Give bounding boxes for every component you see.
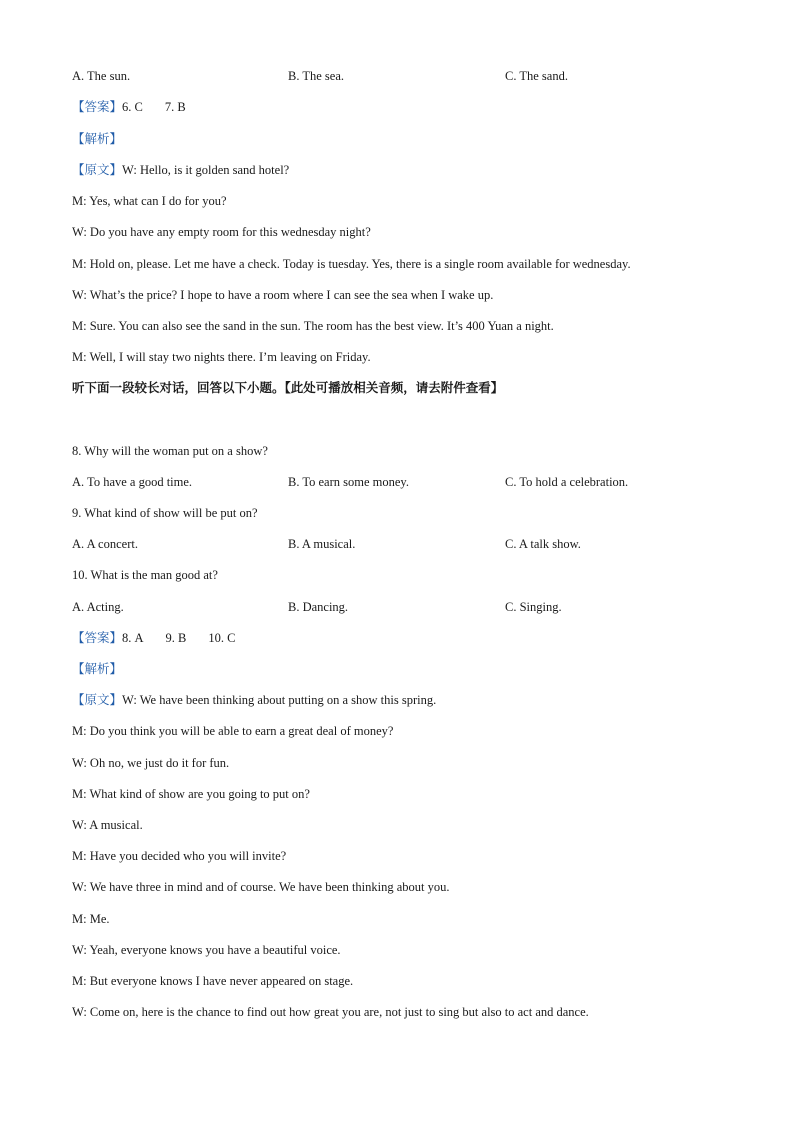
- transcript-text: W: We have been thinking about putting on a show this spring.: [122, 693, 437, 707]
- transcript-line: [72, 162, 289, 178]
- section-instruction: 听下面一段较长对话，回答以下小题。【此处可播放相关音频，请去附件查看】: [72, 380, 504, 395]
- option-c: C. To hold a celebration.: [505, 475, 629, 489]
- answer-item: 6. C: [122, 100, 143, 114]
- answer-item: 7. B: [164, 100, 186, 114]
- analysis-label: 【解析】: [72, 661, 123, 676]
- transcript-line: M: Me.: [72, 912, 110, 926]
- answer-label: 【答案】: [72, 99, 123, 114]
- option-a: A. To have a good time.: [72, 475, 193, 489]
- q7-option-b: B. The sea.: [288, 69, 345, 83]
- transcript-line: M: What kind of show are you going to put on?: [72, 787, 310, 801]
- q7-options: [72, 68, 752, 84]
- transcript-line: M: Do you think you will be able to earn a great deal of money?: [72, 724, 394, 738]
- answer-label: 【答案】: [72, 630, 123, 645]
- transcript-line: M: But everyone knows I have never appeared on stage.: [72, 974, 354, 988]
- answer-item: 10. C: [208, 631, 236, 645]
- option-b: B. Dancing.: [288, 600, 349, 614]
- transcript-line: W: We have three in mind and of course. We have been thinking about you.: [72, 880, 450, 894]
- transcript-line: W: A musical.: [72, 818, 143, 832]
- transcript-line: [72, 692, 436, 708]
- source-label: 【原文】: [72, 162, 123, 177]
- question-options: [72, 474, 752, 490]
- question-stem: 10. What is the man good at?: [72, 568, 218, 582]
- answer-line-2: [72, 630, 235, 646]
- transcript-line: W: Yeah, everyone knows you have a beautiful voice.: [72, 943, 341, 957]
- transcript-text: W: Hello, is it golden sand hotel?: [122, 163, 290, 177]
- q7-option-a: A. The sun.: [72, 69, 131, 83]
- transcript-line: W: What’s the price? I hope to have a room where I can see the sea when I wake up.: [72, 288, 494, 302]
- option-b: B. To earn some money.: [288, 475, 409, 489]
- transcript-line: M: Yes, what can I do for you?: [72, 194, 227, 208]
- option-a: A. A concert.: [72, 537, 138, 551]
- question-options: [72, 536, 752, 552]
- question-options: [72, 599, 752, 615]
- transcript-line: W: Do you have any empty room for this wednesday night?: [72, 225, 371, 239]
- answer-line-1: [72, 99, 186, 115]
- transcript-line: M: Well, I will stay two nights there. I’m leaving on Friday.: [72, 350, 371, 364]
- transcript-line: M: Sure. You can also see the sand in the sun. The room has the best view. It’s 400 Yuan a night.: [72, 319, 554, 333]
- answer-item: 8. A: [122, 631, 144, 645]
- question-stem: 8. Why will the woman put on a show?: [72, 444, 268, 458]
- option-b: B. A musical.: [288, 537, 356, 551]
- transcript-line: M: Have you decided who you will invite?: [72, 849, 287, 863]
- transcript-line: W: Oh no, we just do it for fun.: [72, 756, 230, 770]
- answer-item: 9. B: [165, 631, 187, 645]
- option-c: C. A talk show.: [505, 537, 581, 551]
- source-label: 【原文】: [72, 692, 123, 707]
- transcript-line: M: Hold on, please. Let me have a check. Today is tuesday. Yes, there is a single room available for wednesday.: [72, 257, 631, 271]
- option-a: A. Acting.: [72, 600, 124, 614]
- option-c: C. Singing.: [505, 600, 562, 614]
- transcript-line: W: Come on, here is the chance to find out how great you are, not just to sing but also to act and dance.: [72, 1005, 589, 1019]
- analysis-label: 【解析】: [72, 131, 123, 146]
- question-stem: 9. What kind of show will be put on?: [72, 506, 258, 520]
- q7-option-c: C. The sand.: [505, 69, 568, 83]
